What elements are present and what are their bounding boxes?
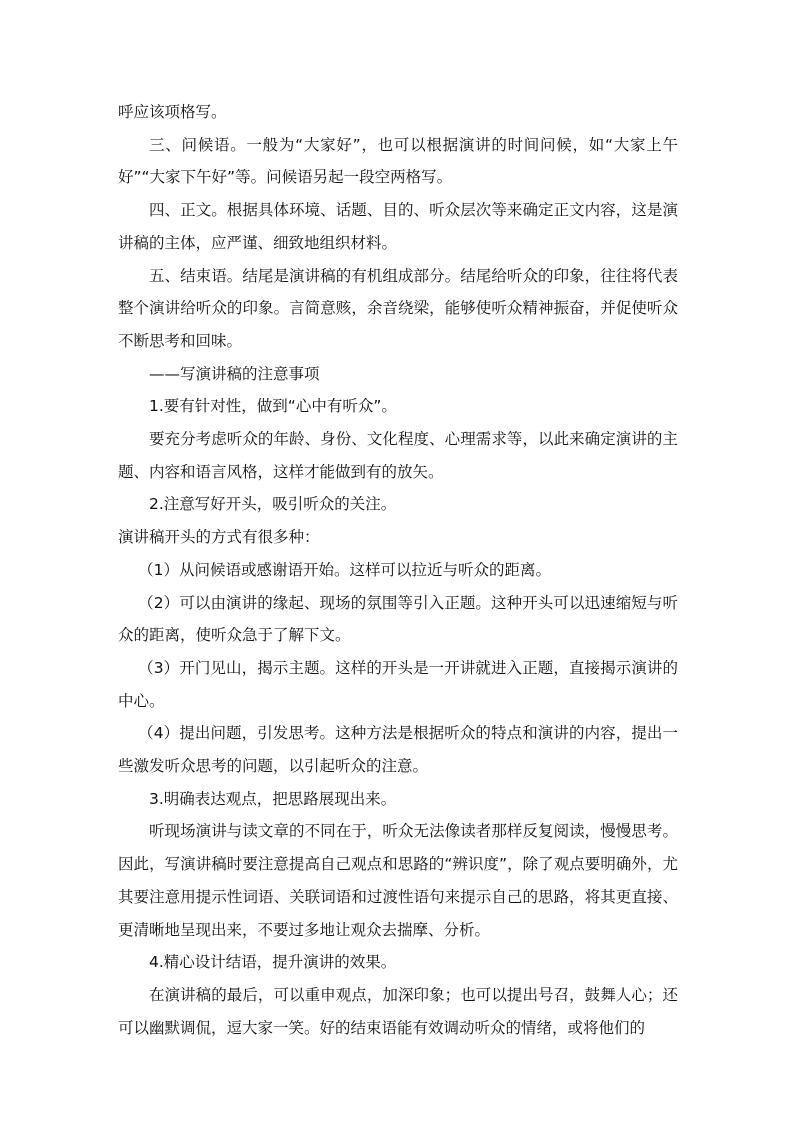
paragraph-greeting: 三、问候语。一般为“大家好”，也可以根据演讲的时间问候，如“大家上午好”“大家下午好”等。问候语另起一段空两格写。	[118, 135, 678, 187]
point-4-heading: 4.精心设计结语，提升演讲的效果。	[149, 953, 397, 972]
document-body	[118, 96, 678, 1044]
point-3-text: 听现场演讲与读文章的不同在于，听众无法像读者那样反复阅读，慢慢思考。因此，写演讲稿时要注意提高自己观点和思路的“辨识度”，除了观点要明确外，尤其要注意用提示性词语、关联词语和过渡性语句来提示自己的思路，将其更直接、更清晰地呈现出来，不要过多地让观众去揣摩、分析。	[118, 822, 678, 939]
point-1-heading: 1.要有针对性，做到“心中有听众”。	[149, 397, 397, 416]
point-3-heading: 3.明确表达观点，把思路展现出来。	[149, 789, 397, 808]
paragraph-ending: 五、结束语。结尾是演讲稿的有机组成部分。结尾给听众的印象，往往将代表整个演讲给听众的印象。言简意赅，余音绕梁，能够使听众精神振奋，并促使听众不断思考和回味。	[118, 266, 678, 350]
point-4-text: 在演讲稿的最后，可以重申观点，加深印象；也可以提出号召，鼓舞人心；还可以幽默调侃，逗大家一笑。好的结束语能有效调动听众的情绪，或将他们的	[118, 985, 678, 1037]
point-2-item-2: （2）可以由演讲的缘起、现场的氛围等引入正题。这种开头可以迅速缩短与听众的距离，使听众急于了解下文。	[118, 593, 678, 645]
point-2-heading: 2.注意写好开头，吸引听众的关注。	[149, 495, 397, 514]
section-heading-notes: ——写演讲稿的注意事项	[149, 364, 320, 383]
point-2-item-1: （1）从问候语或感谢语开始。这样可以拉近与听众的距离。	[138, 560, 552, 579]
paragraph-body: 四、正文。根据具体环境、话题、目的、听众层次等来确定正文内容，这是演讲稿的主体，应严谨、细致地组织材料。	[118, 201, 678, 252]
point-2-intro: 演讲稿开头的方式有很多种：	[118, 528, 320, 547]
point-2-item-3: （3）开门见山，揭示主题。这样的开头是一开讲就进入正题，直接揭示演讲的中心。	[118, 658, 678, 710]
point-2-item-4: （4）提出问题，引发思考。这种方法是根据听众的特点和演讲的内容，提出一些激发听众思考的问题，以引起听众的注意。	[118, 724, 678, 776]
point-1-text: 要充分考虑听众的年龄、身份、文化程度、心理需求等，以此来确定演讲的主题、内容和语言风格，这样才能做到有的放矢。	[118, 430, 678, 481]
paragraph-continuation: 呼应该项格写。	[118, 103, 227, 121]
